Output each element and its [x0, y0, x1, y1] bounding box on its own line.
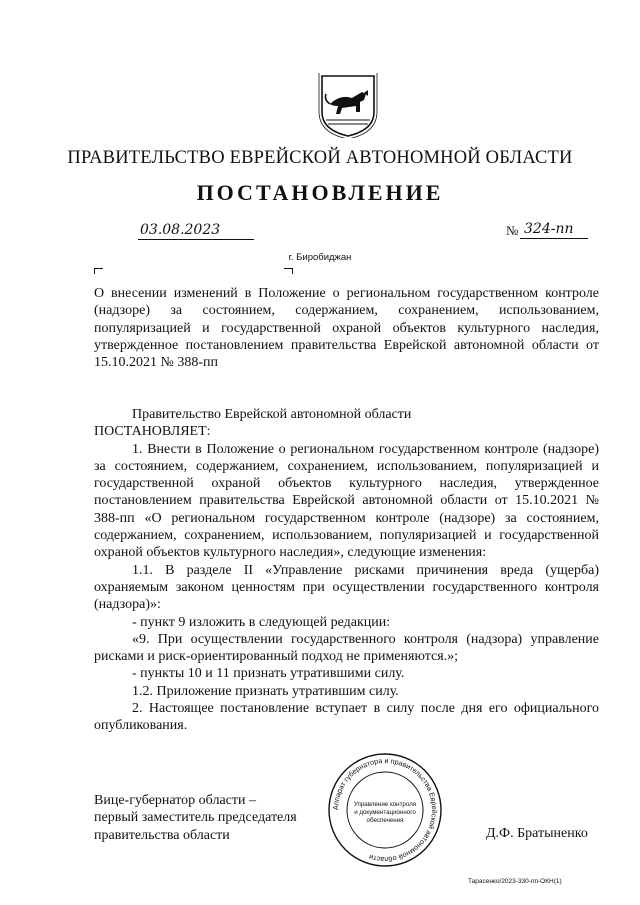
body-item-1: 1. Внести в Положение о региональном государственном контроле (надзоре) за состоянием, содержанием, сохранением, использованием, популяризацией и государственной охраной объектов культурного наследия, утвержденное постановлением правительства Еврейской автономной области от 15.10.2021 № 388-пп «О региональном государственном контроле (надзоре) за состоянием, содержанием, сохранением, использованием, популяризацией и государственной охраной объектов культурного наследия», следующие изменения:	[94, 441, 599, 561]
official-stamp	[327, 752, 443, 868]
signer-title-1: Вице-губернатор области –	[94, 793, 256, 808]
document-number-field	[506, 222, 588, 239]
body-item-2: 2. Настоящее постановление вступает в силу после дня его официального опубликования.	[94, 701, 599, 734]
preamble	[94, 406, 599, 735]
body-item-dash-10-11: - пункты 10 и 11 признать утратившими силу.	[132, 666, 405, 682]
preamble-resolves: ПОСТАНОВЛЯЕТ:	[94, 424, 211, 440]
number-sign: №	[506, 223, 519, 238]
body-item-1-2: 1.2. Приложение признать утратившим силу.	[132, 683, 399, 699]
body-item-1-1: 1.1. В разделе II «Управление рисками причинения вреда (ущерба) охраняемым законом ценностям при осуществлении государственного контроля (надзора)»:	[94, 562, 599, 613]
signer-name: Д.Ф. Братыненко	[486, 826, 588, 841]
government-title: ПРАВИТЕЛЬСТВО ЕВРЕЙСКОЙ АВТОНОМНОЙ ОБЛАСТИ	[67, 148, 573, 168]
stamp-line-1: Управление контроля	[353, 801, 417, 808]
document-type: ПОСТАНОВЛЕНИЕ	[196, 180, 444, 205]
stamp-line-3: обеспечения	[366, 817, 404, 824]
document-number: 324-пп	[520, 221, 588, 239]
signer-title-2: первый заместитель председателя	[94, 810, 297, 826]
body-item-dash-9: - пункт 9 изложить в следующей редакции:	[132, 614, 391, 630]
signature-block	[94, 792, 297, 844]
document-body	[94, 441, 599, 735]
stamp-line-2: и документационного	[354, 809, 416, 816]
subject-corner-right	[284, 268, 293, 274]
preamble-issuer: Правительство Еврейской автономной области	[132, 407, 412, 422]
document-subject	[94, 285, 599, 371]
signer-title-3: правительства области	[94, 827, 230, 843]
body-item-quote-9: «9. При осуществлении государственного контроля (надзора) управление рисками и риск-ориентированный подход не применяются.»;	[94, 631, 599, 665]
stamp-outer-text: Аппарат губернатора и правительства Еврейской автономной области	[330, 755, 440, 865]
coat-of-arms-icon	[316, 66, 380, 138]
document-date: 03.08.2023	[138, 222, 254, 240]
subject-text: О внесении изменений в Положение о региональном государственном контроле (надзоре) за состоянием, содержанием, сохранением, использованием, популяризацией и государственной охраной объектов культурного наследия, утвержденное постановлением правительства Еврейской автономной области от 15.10.2021 № 388-пп	[94, 286, 599, 371]
city: г. Биробиджан	[288, 252, 352, 263]
footer-reference: Тарасенко/2023-330-пп-ОКН(1)	[468, 878, 562, 885]
subject-corner-left	[94, 268, 103, 274]
